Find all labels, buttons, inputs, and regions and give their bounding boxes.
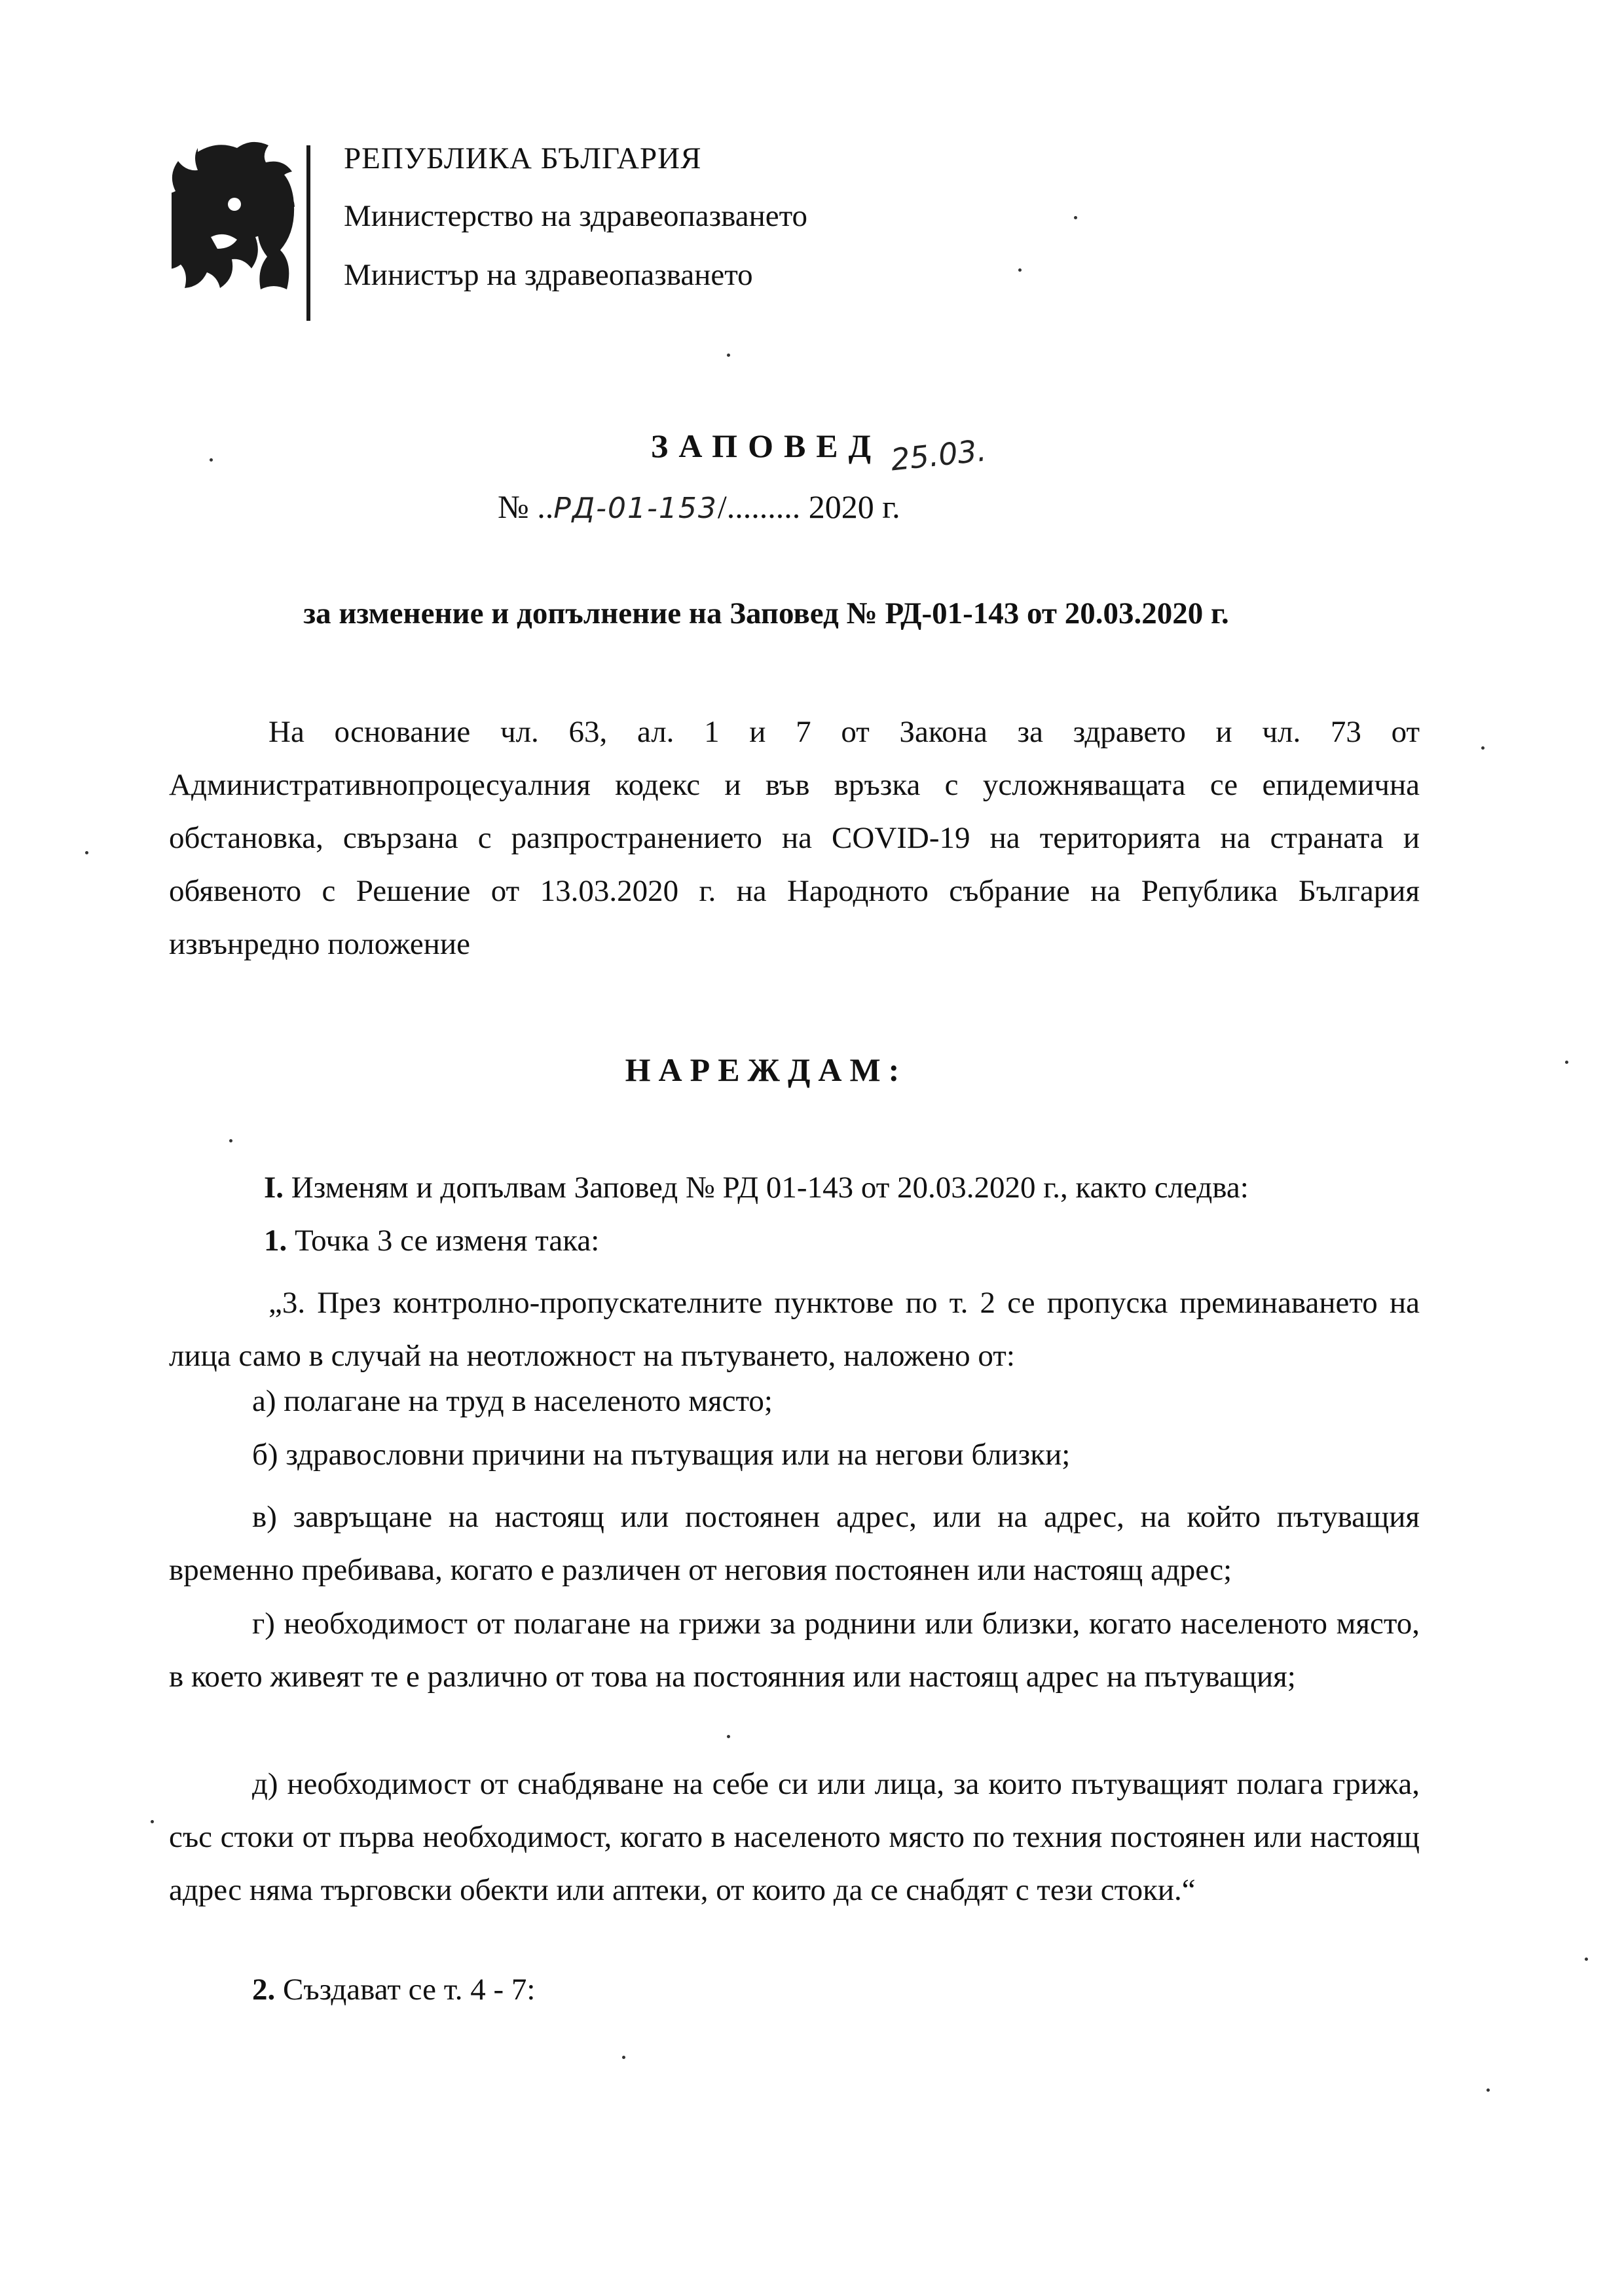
subpoint-a: а) полагане на труд в населеното място; bbox=[252, 1384, 773, 1418]
subpoint-b: б) здравословни причини на пътуващия или на негови близки; bbox=[252, 1438, 1071, 1472]
handwritten-date: 25.03. bbox=[889, 432, 988, 478]
scan-speck bbox=[229, 1139, 232, 1142]
item-1-line bbox=[264, 1223, 599, 1258]
order-number-line bbox=[498, 488, 900, 526]
scan-speck bbox=[1018, 268, 1022, 272]
scan-speck bbox=[622, 2056, 625, 2059]
scan-speck bbox=[85, 851, 88, 854]
item-2-number: 2. bbox=[252, 1973, 276, 2007]
scan-speck bbox=[1486, 2088, 1490, 2092]
minister-title: Министър на здравеопазването bbox=[344, 258, 753, 292]
section-I-numeral: I. bbox=[264, 1171, 284, 1205]
item-2-text: Създават се т. 4 - 7: bbox=[283, 1973, 536, 2007]
bulgarian-lion-crest-icon bbox=[172, 139, 322, 329]
handwritten-order-number: РД-01-153 bbox=[553, 492, 718, 525]
order-subject: за изменение и допълнение на Заповед № РД-01-143 от 20.03.2020 г. bbox=[303, 596, 1229, 630]
subpoint-d: д) необходимост от снабдяване на себе си или лица, за които пътуващият полага грижа, със стоки от първа необходимост, когато в населеното място по техния постоянен или настоящ адрес няма търговски обекти или аптеки, от които да се снабдят с тези стоки.“ bbox=[169, 1767, 1420, 1907]
item-1-text: Точка 3 се изменя така: bbox=[295, 1224, 600, 1258]
scan-speck bbox=[151, 1820, 154, 1823]
scan-speck bbox=[210, 458, 213, 462]
scan-speck bbox=[1585, 1958, 1588, 1961]
subpoint-v: в) завръщане на настоящ или постоянен адрес, или на адрес, на който пътуващия временно пребивава, когато е различен от неговия постоянен или настоящ адрес; bbox=[169, 1500, 1420, 1587]
section-I-text: Изменям и допълвам Заповед № РД 01-143 от 20.03.2020 г., както следва: bbox=[291, 1171, 1249, 1205]
item-1-number: 1. bbox=[264, 1224, 287, 1258]
country-name: РЕПУБЛИКА БЪЛГАРИЯ bbox=[344, 141, 702, 175]
scan-speck bbox=[727, 354, 730, 357]
preamble-paragraph: На основание чл. 63, ал. 1 и 7 от Закона за здравето и чл. 73 от Административнопроцесуалния кодекс и във връзка с усложняващата се епидемична обстановка, свързана с разпространението на COVID-19 на територията на страната и обявеното с Решение от 13.03.2020 г. на Народното събрание на Република България извънредно положение bbox=[169, 715, 1420, 961]
order-title: ЗАПОВЕД bbox=[650, 428, 882, 464]
point-3-paragraph: „3. През контролно-пропускателните пунктове по т. 2 се пропуска преминаването на лица само в случай на неотложност на пътуването, наложено от: bbox=[169, 1286, 1420, 1373]
decree-heading: НАРЕЖДАМ: bbox=[625, 1051, 908, 1088]
scan-speck bbox=[1481, 746, 1485, 750]
scan-speck bbox=[1074, 216, 1077, 219]
item-2-line bbox=[252, 1972, 535, 2007]
scan-speck bbox=[1565, 1061, 1568, 1064]
subpoint-g: г) необходимост от полагане на грижи за роднини или близки, когато населеното място, в което живеят те е различно от това на постоянния или настоящ адрес на пътуващия; bbox=[169, 1607, 1420, 1694]
scan-speck bbox=[727, 1735, 730, 1738]
ministry-name: Министерство на здравеопазването bbox=[344, 199, 808, 233]
order-number-suffix: /......... 2020 г. bbox=[717, 488, 900, 525]
section-I-line bbox=[264, 1170, 1249, 1205]
order-number-prefix: № .. bbox=[498, 488, 554, 525]
